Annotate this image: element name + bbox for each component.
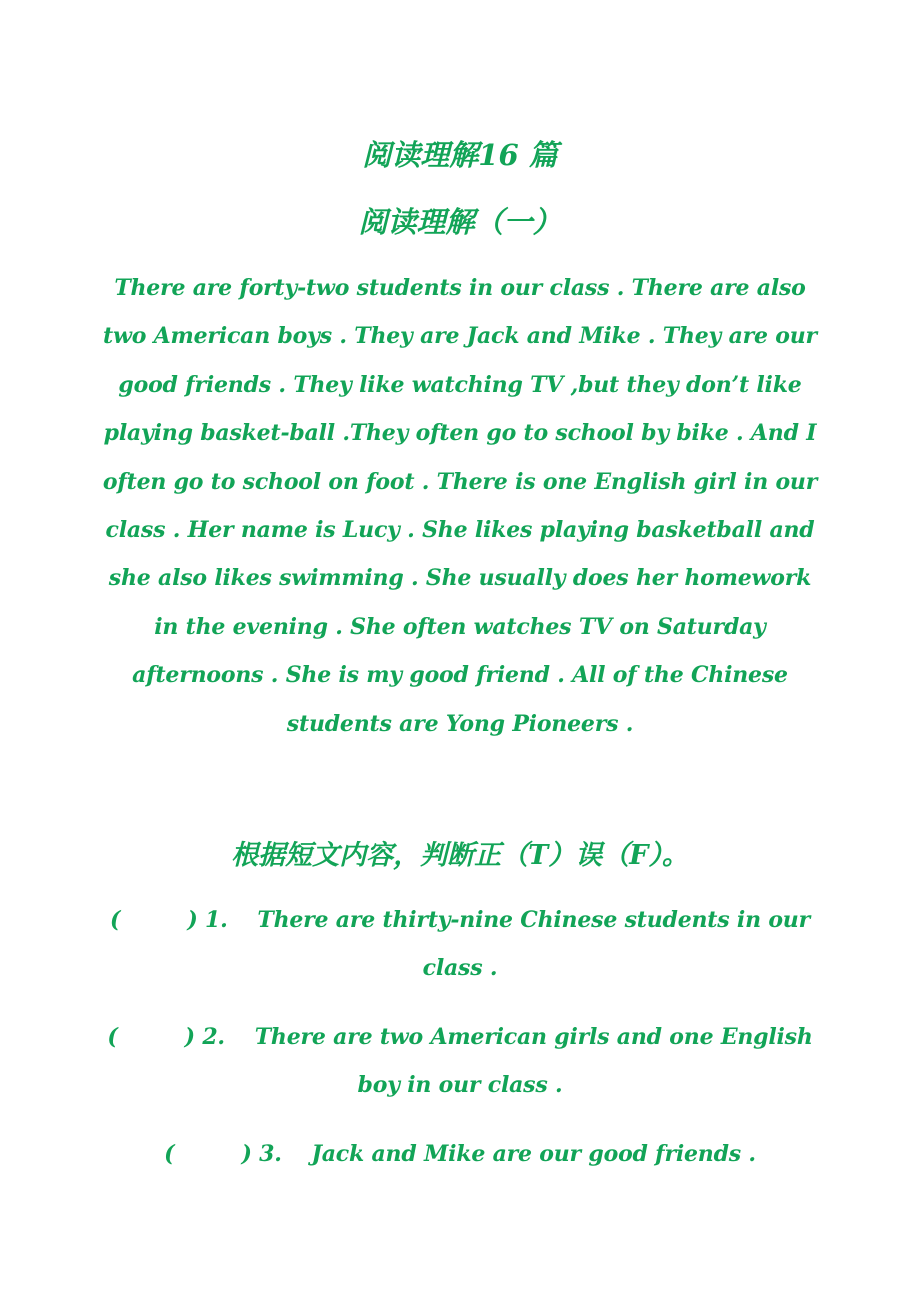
- question-1: [0, 896, 920, 993]
- text-line: ( ) 1. There are thirty-nine Chinese students in our: [109, 907, 810, 934]
- text-line: ( ) 3. Jack and Mike are our good friends .: [164, 1140, 756, 1167]
- page-subtitle: 阅读理解（一）: [358, 205, 562, 239]
- text-line: in the evening . She often watches TV on Saturday: [154, 613, 766, 640]
- question-3: [0, 1130, 920, 1178]
- text-line: There are forty-two students in our class . There are also: [114, 275, 806, 301]
- text-line: students are Yong Pioneers .: [286, 710, 634, 737]
- question-2: [0, 1013, 920, 1110]
- text-line: boy in our class .: [357, 1072, 563, 1099]
- task-instruction: 根据短文内容，判断正（T）误（F）。: [231, 840, 689, 872]
- text-line: class .: [422, 955, 498, 982]
- page-title: 阅读理解16 篇: [362, 138, 558, 172]
- text-line: two American boys . They are Jack and Mike . They are our: [103, 323, 817, 350]
- reading-passage: [0, 264, 920, 748]
- text-line: class . Her name is Lucy . She likes playing basketball and: [105, 517, 815, 544]
- text-line: good friends . They like watching TV ,but they don’t like: [118, 371, 802, 398]
- text-line: often go to school on foot . There is one English girl in our: [102, 468, 818, 495]
- text-line: she also likes swimming . She usually does her homework: [108, 565, 812, 592]
- text-line: ( ) 2. There are two American girls and one English: [107, 1023, 813, 1050]
- text-line: afternoons . She is my good friend . All of the Chinese: [132, 662, 788, 689]
- text-line: playing basket-ball .They often go to school by bike . And I: [103, 420, 817, 447]
